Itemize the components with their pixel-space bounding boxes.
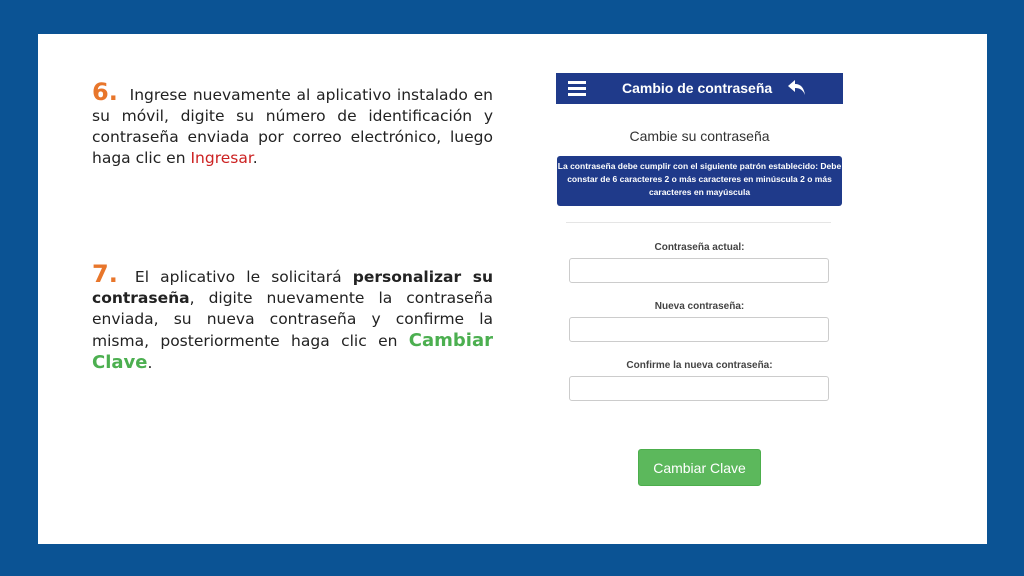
cambiar-clave-button[interactable]: Cambiar Clave	[638, 449, 761, 486]
cambiar-clave-highlight: Cambiar Clave	[92, 330, 493, 373]
step-7-text	[92, 260, 493, 374]
hamburger-menu-icon[interactable]	[568, 81, 586, 96]
form-subtitle: Cambie su contraseña	[629, 128, 770, 144]
confirm-password-input[interactable]	[569, 376, 829, 401]
step-6-text	[92, 78, 493, 169]
app-screenshot	[556, 73, 843, 476]
new-password-label: Nueva contraseña:	[654, 301, 745, 312]
step-6-body: Ingrese nuevamente al aplicativo instalado en su móvil, digite su número de identificación y contraseña enviada por correo electrónico, luego haga clic en	[92, 86, 493, 167]
step-7-body-middle: , digite nuevamente la contraseña enviada, su nueva contraseña y confirme la misma, posteriormente haga clic en	[92, 289, 493, 350]
back-arrow-icon[interactable]	[786, 77, 808, 97]
password-rules-notice: La contraseña debe cumplir con el siguiente patrón establecido: Debe constar de 6 caracteres 2 o más caracteres en minúscula 2 o más caracteres en mayúscula	[557, 156, 842, 206]
divider	[566, 222, 831, 223]
current-password-input[interactable]	[569, 258, 829, 283]
step-7-body-start: El aplicativo le solicitará	[123, 268, 353, 286]
step-7-number: 7.	[92, 260, 118, 288]
step-6-end: .	[252, 149, 258, 167]
step-6-number: 6.	[92, 78, 118, 106]
app-bar	[556, 73, 843, 104]
step-7-bold: personalizar su contraseña	[92, 268, 493, 307]
confirm-password-label: Confirme la nueva contraseña:	[626, 360, 773, 371]
ingresar-highlight: Ingresar	[190, 149, 253, 167]
slide-content	[38, 34, 987, 544]
app-bar-title: Cambio de contraseña	[622, 80, 773, 96]
step-7-end: .	[147, 354, 153, 372]
current-password-label: Contraseña actual:	[654, 242, 745, 253]
new-password-input[interactable]	[569, 317, 829, 342]
